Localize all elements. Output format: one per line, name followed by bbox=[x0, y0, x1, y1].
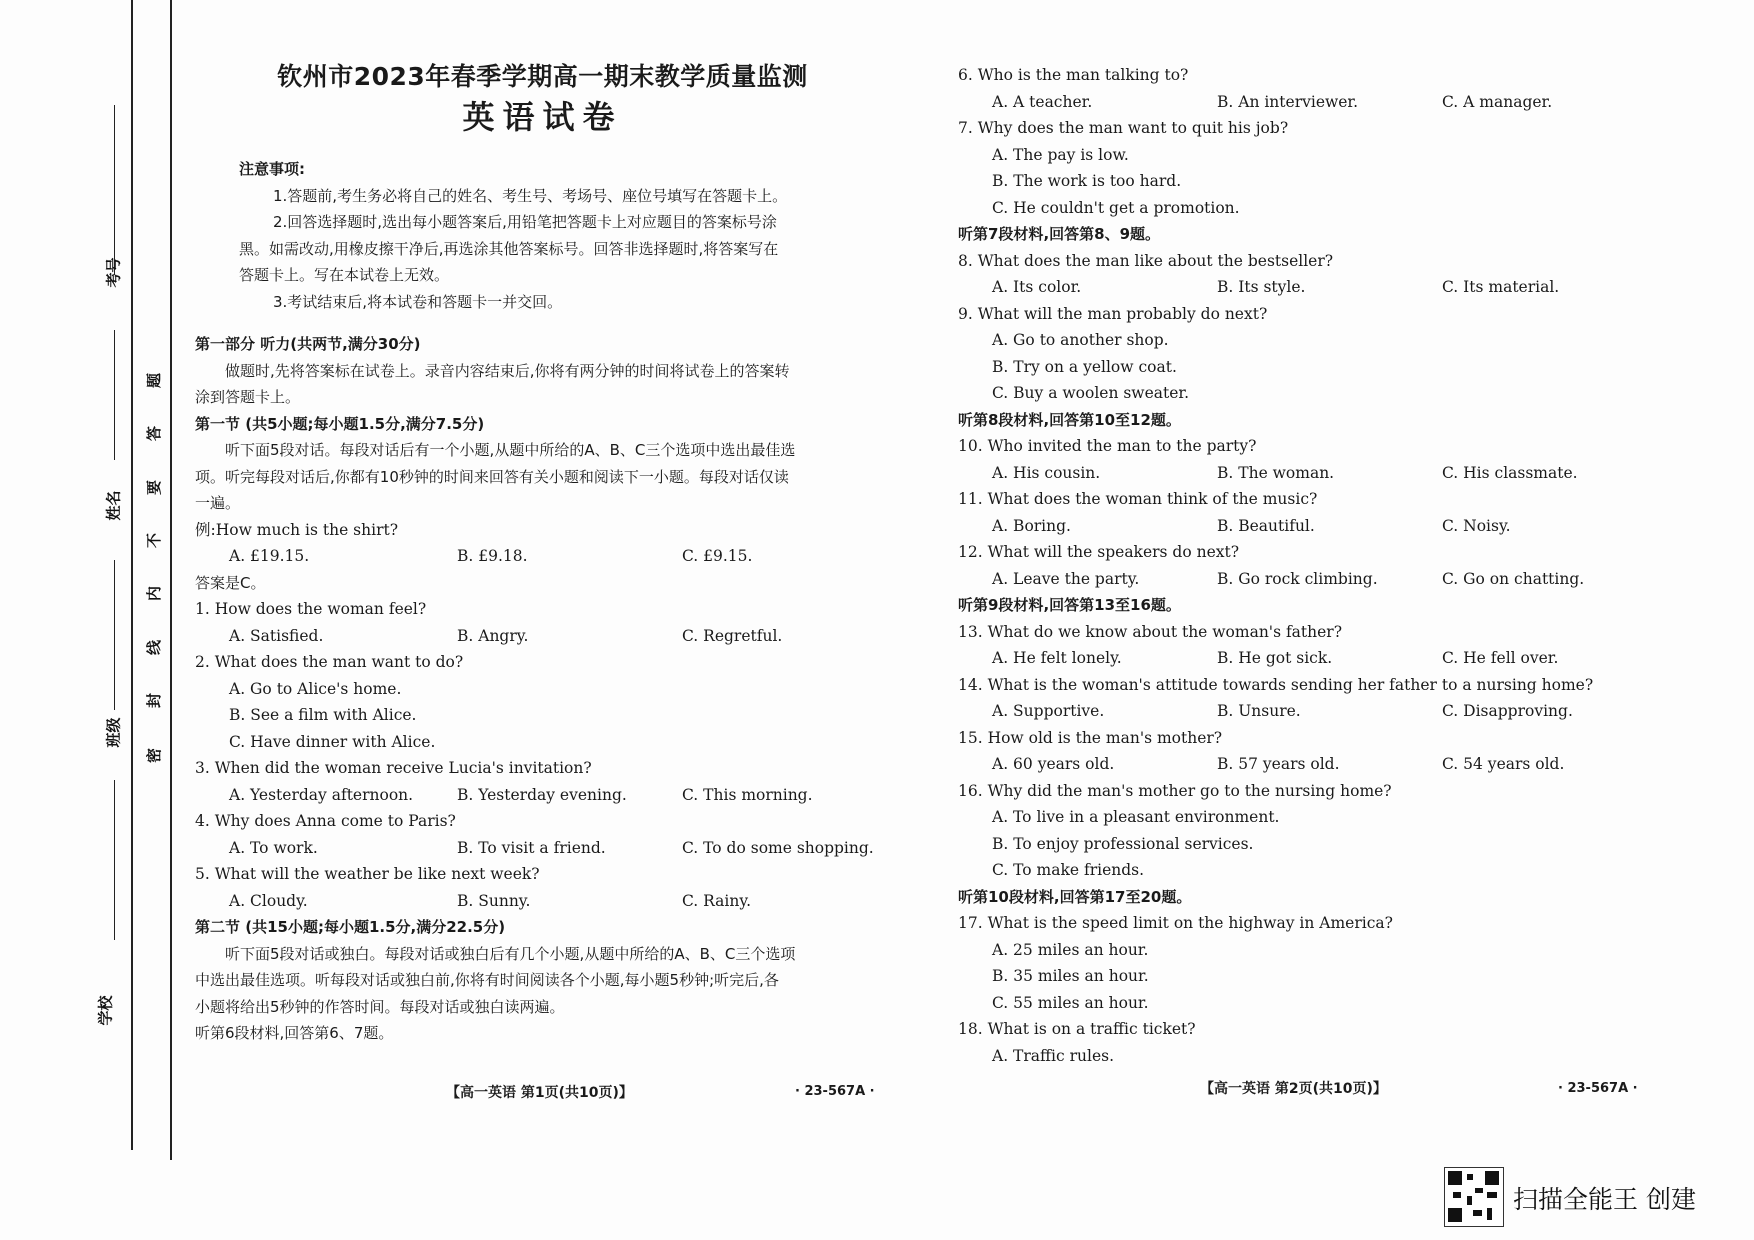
option-b: B. £9.18. bbox=[457, 547, 528, 565]
name-label: 姓名 bbox=[104, 490, 123, 521]
option-c: C. Have dinner with Alice. bbox=[229, 732, 436, 751]
question-6-options bbox=[958, 89, 1598, 116]
seal-char: 内 bbox=[145, 585, 164, 602]
question-3-options bbox=[195, 782, 890, 809]
option-a: A. Yesterday afternoon. bbox=[229, 785, 414, 804]
option-b: B. Yesterday evening. bbox=[457, 785, 627, 804]
option-c: C. This morning. bbox=[682, 785, 813, 804]
section2-heading: 第二节 (共15小题;每小题1.5分,满分22.5分) bbox=[195, 918, 506, 936]
option-b: B. Go rock climbing. bbox=[1217, 569, 1378, 588]
seal-char: 题 bbox=[145, 372, 164, 389]
page-2-footer: 【高一英语 第2页(共10页)】 bbox=[1200, 1081, 1387, 1097]
question-8-options bbox=[958, 274, 1598, 301]
option-a: A. 60 years old. bbox=[992, 755, 1115, 773]
example-answer: 答案是C。 bbox=[195, 573, 266, 592]
option-b: B. He got sick. bbox=[1217, 649, 1333, 667]
page-2-code: · 23-567A · bbox=[1558, 1081, 1638, 1096]
section2-intro-line: 小题将给出5秒钟的作答时间。每段对话或独白读两遍。 bbox=[195, 997, 565, 1016]
notice-line: 答题卡上。写在本试卷上无效。 bbox=[239, 266, 450, 284]
option-c: C. Buy a woolen sweater. bbox=[992, 384, 1190, 402]
option-c: C. Rainy. bbox=[682, 891, 751, 910]
seal-char: 密 bbox=[145, 747, 164, 764]
notice-line: 黑。如需改动,用橡皮擦干净后,再选涂其他答案标号。回答非选择题时,将答案写在 bbox=[239, 239, 779, 258]
example-options bbox=[195, 543, 890, 570]
question-1-options bbox=[195, 623, 890, 650]
example-question: 例:How much is the shirt? bbox=[195, 520, 399, 539]
option-b: B. Sunny. bbox=[457, 891, 531, 910]
seal-char: 封 bbox=[145, 692, 164, 709]
option-b: B. 57 years old. bbox=[1217, 755, 1340, 773]
material-6-heading: 听第6段材料,回答第6、7题。 bbox=[195, 1024, 394, 1042]
seal-char: 线 bbox=[145, 639, 164, 656]
question-2: 2. What does the man want to do? bbox=[195, 653, 464, 671]
option-c: C. Go on chatting. bbox=[1442, 569, 1585, 588]
question-14-options bbox=[958, 698, 1598, 725]
exam-subject-title: 英语试卷 bbox=[462, 98, 623, 136]
page-1-code: · 23-567A · bbox=[795, 1084, 875, 1099]
section2-intro-line: 听下面5段对话或独白。每段对话或独白后有几个小题,从题中所给的A、B、C三个选项 bbox=[225, 944, 796, 963]
section1-intro-line: 一遍。 bbox=[195, 494, 241, 512]
option-b: B. Beautiful. bbox=[1217, 516, 1315, 535]
option-c: C. He fell over. bbox=[1442, 649, 1559, 667]
page-1 bbox=[195, 60, 890, 1047]
question-8: 8. What does the man like about the bestseller? bbox=[958, 251, 1334, 270]
question-15: 15. How old is the man's mother? bbox=[958, 728, 1223, 747]
exam-number-label: 考号 bbox=[104, 257, 123, 288]
option-a: A. The pay is low. bbox=[992, 145, 1129, 164]
option-a: A. Go to another shop. bbox=[992, 331, 1169, 349]
section1-intro-line: 听下面5段对话。每段对话后有一个小题,从题中所给的A、B、C三个选项中选出最佳选 bbox=[225, 441, 796, 459]
page-1-footer: 【高一英语 第1页(共10页)】 bbox=[446, 1085, 633, 1101]
option-a: A. To work. bbox=[229, 838, 318, 857]
question-5-options bbox=[195, 888, 890, 915]
exam-title: 钦州市2023年春季学期高一期末教学质量监测 bbox=[277, 62, 808, 91]
seal-char: 不 bbox=[145, 532, 164, 549]
option-b: B. To enjoy professional services. bbox=[992, 834, 1254, 853]
part1-intro-line: 涂到答题卡上。 bbox=[195, 388, 301, 406]
question-9: 9. What will the man probably do next? bbox=[958, 304, 1268, 323]
seal-char: 答 bbox=[145, 425, 164, 442]
name-line bbox=[114, 330, 115, 460]
part1-heading: 第一部分 听力(共两节,满分30分) bbox=[195, 335, 421, 353]
option-a: A. Traffic rules. bbox=[992, 1046, 1115, 1065]
notice-line: 3.考试结束后,将本试卷和答题卡一并交回。 bbox=[273, 292, 563, 311]
question-4: 4. Why does Anna come to Paris? bbox=[195, 812, 456, 830]
option-b: B. Angry. bbox=[457, 626, 529, 645]
question-5: 5. What will the weather be like next week? bbox=[195, 865, 540, 883]
section2-intro-line: 中选出最佳选项。听每段对话或独白前,你将有时间阅读各个小题,每小题5秒钟;听完后,各 bbox=[195, 971, 779, 989]
question-16: 16. Why did the man's mother go to the nursing home? bbox=[958, 781, 1392, 800]
question-3: 3. When did the woman receive Lucia's invitation? bbox=[195, 759, 592, 777]
option-a: A. To live in a pleasant environment. bbox=[992, 808, 1280, 826]
option-a: A. Supportive. bbox=[992, 702, 1105, 720]
question-13-options bbox=[958, 645, 1598, 672]
option-a: A. Boring. bbox=[992, 516, 1071, 535]
option-c: C. Disapproving. bbox=[1442, 702, 1573, 720]
section1-intro-line: 项。听完每段对话后,你都有10秒钟的时间来回答有关小题和阅读下一小题。每段对话仅读 bbox=[195, 467, 789, 486]
option-b: B. Unsure. bbox=[1217, 702, 1301, 720]
class-label: 班级 bbox=[104, 717, 123, 748]
question-4-options bbox=[195, 835, 890, 862]
option-b: B. An interviewer. bbox=[1217, 92, 1359, 111]
question-17: 17. What is the speed limit on the highway in America? bbox=[958, 914, 1393, 932]
binding-line-inner bbox=[170, 0, 172, 1160]
school-label: 学校 bbox=[96, 995, 115, 1026]
option-a: A. Its color. bbox=[992, 278, 1082, 296]
option-a: A. Cloudy. bbox=[229, 891, 308, 910]
binding-line-outer bbox=[131, 0, 133, 1150]
question-14: 14. What is the woman's attitude towards sending her father to a nursing home? bbox=[958, 675, 1594, 694]
option-c: C. A manager. bbox=[1442, 92, 1553, 111]
option-b: B. Try on a yellow coat. bbox=[992, 357, 1177, 376]
option-b: B. The work is too hard. bbox=[992, 172, 1182, 190]
option-b: B. 35 miles an hour. bbox=[992, 967, 1149, 985]
qr-code-icon bbox=[1444, 1167, 1504, 1227]
option-b: B. The woman. bbox=[1217, 463, 1335, 482]
question-10-options bbox=[958, 460, 1598, 487]
option-a: A. He felt lonely. bbox=[992, 649, 1122, 667]
question-7: 7. Why does the man want to quit his job? bbox=[958, 119, 1289, 137]
option-c: C. Noisy. bbox=[1442, 516, 1511, 535]
question-11-options bbox=[958, 513, 1598, 540]
class-line bbox=[114, 560, 115, 710]
notice-line: 1.答题前,考生务必将自己的姓名、考生号、考场号、座位号填写在答题卡上。 bbox=[273, 186, 788, 205]
section1-heading: 第一节 (共5小题;每小题1.5分,满分7.5分) bbox=[195, 414, 485, 433]
material-10-heading: 听第10段材料,回答第17至20题。 bbox=[958, 887, 1192, 906]
question-12-options bbox=[958, 566, 1598, 593]
option-a: A. Satisfied. bbox=[229, 626, 324, 645]
material-7-heading: 听第7段材料,回答第8、9题。 bbox=[958, 225, 1161, 243]
option-b: B. To visit a friend. bbox=[457, 838, 606, 857]
option-c: C. To do some shopping. bbox=[682, 838, 874, 857]
question-10: 10. Who invited the man to the party? bbox=[958, 437, 1257, 455]
option-c: C. 55 miles an hour. bbox=[992, 993, 1149, 1012]
part1-intro-line: 做题时,先将答案标在试卷上。录音内容结束后,你将有两分钟的时间将试卷上的答案转 bbox=[225, 361, 790, 380]
option-c: C. £9.15. bbox=[682, 547, 753, 565]
notice-heading: 注意事项: bbox=[239, 160, 305, 178]
option-b: B. Its style. bbox=[1217, 278, 1306, 296]
option-a: A. Leave the party. bbox=[992, 569, 1140, 588]
option-a: A. His cousin. bbox=[992, 463, 1101, 482]
material-9-heading: 听第9段材料,回答第13至16题。 bbox=[958, 596, 1181, 614]
option-c: C. He couldn't get a promotion. bbox=[992, 198, 1240, 217]
exam-number-line bbox=[114, 105, 115, 275]
option-a: A. Go to Alice's home. bbox=[229, 679, 402, 698]
material-8-heading: 听第8段材料,回答第10至12题。 bbox=[958, 410, 1181, 429]
option-a: A. A teacher. bbox=[992, 92, 1093, 111]
question-18: 18. What is on a traffic ticket? bbox=[958, 1020, 1196, 1038]
school-line bbox=[114, 780, 115, 940]
question-1: 1. How does the woman feel? bbox=[195, 600, 427, 618]
question-12: 12. What will the speakers do next? bbox=[958, 543, 1240, 561]
option-c: C. His classmate. bbox=[1442, 463, 1578, 482]
option-c: C. 54 years old. bbox=[1442, 755, 1565, 773]
option-a: A. 25 miles an hour. bbox=[992, 940, 1149, 959]
option-c: C. To make friends. bbox=[992, 861, 1145, 879]
notice-line: 2.回答选择题时,选出每小题答案后,用铅笔把答题卡上对应题目的答案标号涂 bbox=[273, 213, 777, 231]
question-11: 11. What does the woman think of the music? bbox=[958, 490, 1318, 508]
option-a: A. £19.15. bbox=[229, 547, 310, 565]
option-c: C. Its material. bbox=[1442, 278, 1560, 296]
option-b: B. See a film with Alice. bbox=[229, 706, 417, 724]
seal-char: 要 bbox=[145, 479, 164, 496]
question-13: 13. What do we know about the woman's father? bbox=[958, 622, 1343, 641]
question-6: 6. Who is the man talking to? bbox=[958, 66, 1189, 84]
option-c: C. Regretful. bbox=[682, 626, 783, 645]
question-15-options bbox=[958, 751, 1598, 778]
page-2 bbox=[958, 62, 1598, 1069]
scanner-watermark: 扫描全能王 创建 bbox=[1513, 1185, 1696, 1214]
